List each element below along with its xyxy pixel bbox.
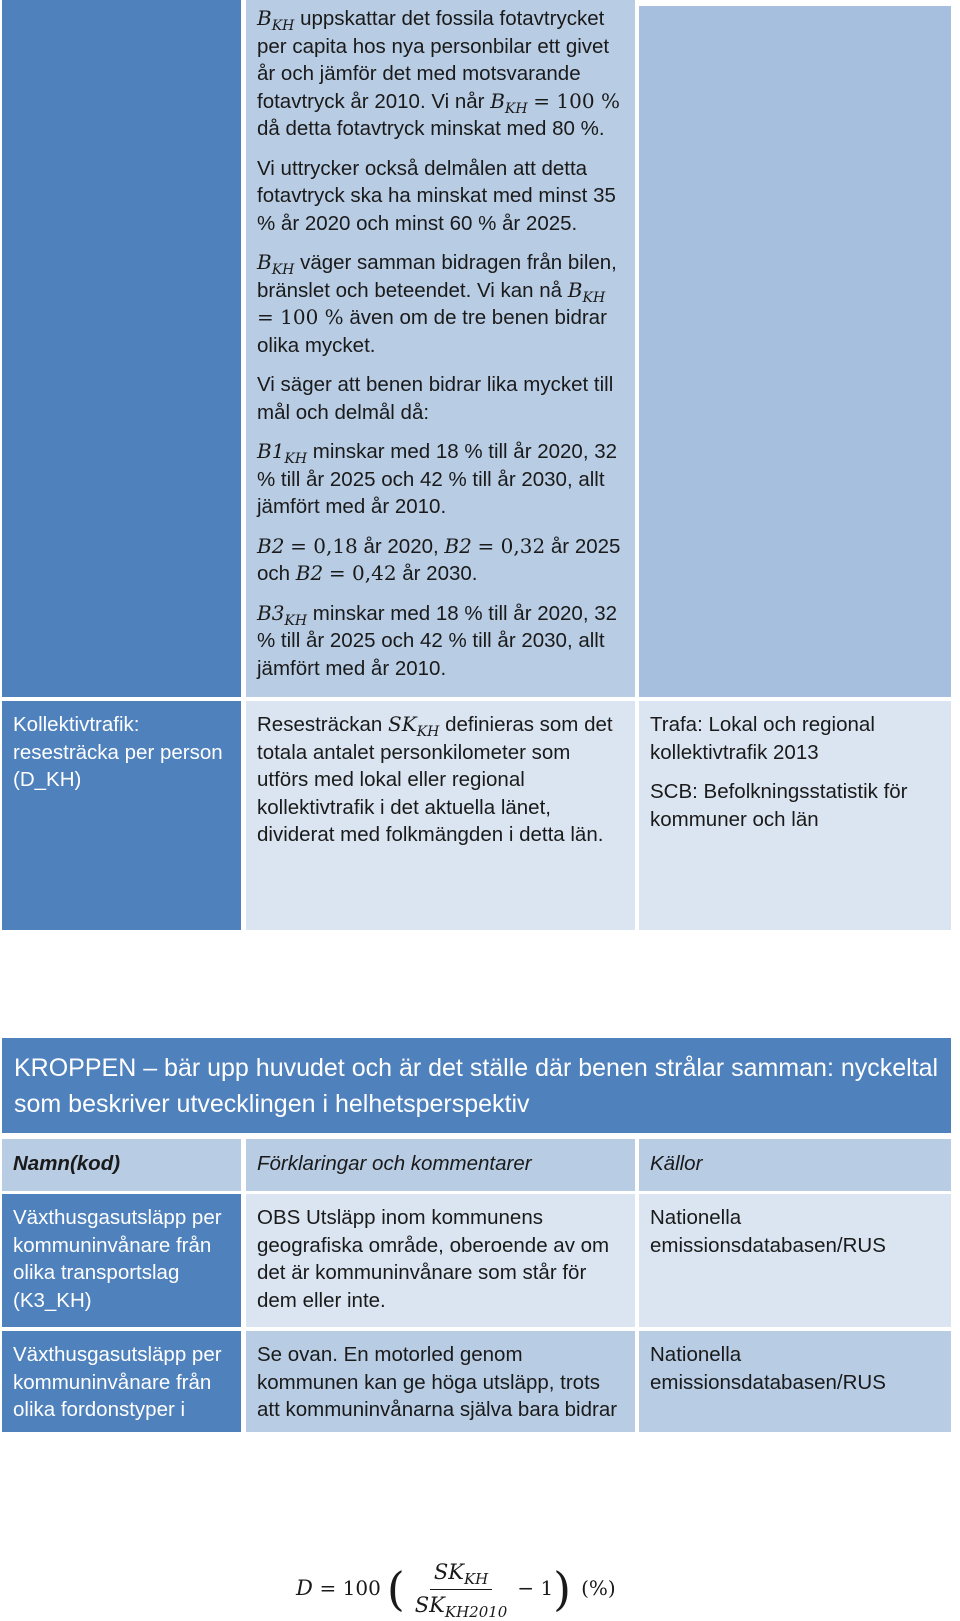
kollektiv-sources-cell [639, 701, 951, 930]
kollektiv-name: Kollektivtrafik: resesträcka per person (D_KH) [13, 713, 223, 791]
fordon-explanation: Se ovan. En motorled genom kommunen kan ge höga utsläpp, trots att kommuninvånarna själva bara bidrar [257, 1343, 618, 1421]
header-sources: Källor [639, 1139, 951, 1191]
top-sources-cell [639, 6, 951, 697]
kollektiv-source-trafa: Trafa: Lokal och regional kollektivtrafik 2013 [650, 713, 875, 764]
paragraph-bkh-definition: $B_{KH}$ uppskattar det fossila fotavtrycket per capita hos nya personbilar ett givet år och jämför det med motsvarande fotavtryck år 2010. Vi når $B_{KH} = 100$ % då detta fotavtryck minskat med 80 %. [257, 6, 620, 140]
k3-name-cell [2, 1194, 241, 1327]
formula-fraction: $\frac{SK_{KH}}{SK_{KH2010}}$ [414, 1560, 508, 1621]
k3-sources: Nationella emissionsdatabasen/RUS [650, 1206, 886, 1257]
kollektiv-name-cell [2, 701, 241, 930]
k3-name: Växthusgasutsläpp per kommuninvånare från olika transportslag (K3_KH) [13, 1206, 222, 1312]
paragraph-b2: B2 = 0,18 år 2020, B2 = 0,32 år 2025 och B2 = 0,42 år 2030. [257, 533, 621, 585]
fordon-name: Växthusgasutsläpp per kommuninvånare från olika fordonstyper i [13, 1343, 222, 1421]
kollektiv-explanation: Resesträckan $SK_{KH}$ definieras som det totala antalet personkilometer som utförs med lokal eller regional kollektivtrafik i det aktuella länet, dividerat med folkmängden i detta län. [257, 712, 613, 846]
k3-explanation-cell [246, 1194, 635, 1327]
top-name-cell [2, 0, 241, 697]
fordon-sources: Nationella emissionsdatabasen/RUS [650, 1343, 886, 1394]
fordon-explanation-cell [246, 1331, 635, 1432]
paragraph-b1: $B1_{KH}$ minskar med 18 % till år 2020, 32 % till år 2025 och 42 % till år 2030, allt jämfört med år 2010. [257, 439, 618, 518]
kroppen-banner [2, 1038, 951, 1133]
d-kh-formula: D = 100 ( $\frac{SK_{KH}}{SK_{KH2010}}$ − 1 ) (%) [296, 1560, 616, 1621]
paragraph-b3: $B3_{KH}$ minskar med 18 % till år 2020, 32 % till år 2025 och 42 % till år 2030, allt jämfört med år 2010. [257, 600, 618, 680]
k3-explanation: OBS Utsläpp inom kommunens geografiska område, oberoende av om det är kommuninvånare som står för dem eller inte. [257, 1206, 610, 1312]
header-name: Namn(kod) [2, 1139, 241, 1191]
k3-sources-cell [639, 1194, 951, 1327]
fordon-name-cell [2, 1331, 241, 1432]
kroppen-banner-text: KROPPEN – bär upp huvudet och är det ställe där benen strålar samman: nyckeltal som beskriver utvecklingen i helhetsperspektiv [14, 1054, 939, 1118]
top-explanation-cell [246, 0, 635, 697]
paragraph-bkh-weighting: $B_{KH}$ väger samman bidragen från bilen, bränslet och beteendet. Vi kan nå $B_{KH} = 100$ % även om de tre benen bidrar olika mycket. [257, 250, 617, 357]
paragraph-equal-legs: Vi säger att benen bidrar lika mycket till mål och delmål då: [257, 373, 614, 424]
kollektiv-source-scb: SCB: Befolkningsstatistik för kommuner och län [650, 780, 908, 831]
fordon-sources-cell [639, 1331, 951, 1432]
paragraph-delmal: Vi uttrycker också delmålen att detta fotavtryck ska ha minskat med minst 35 % år 2020 och minst 60 % år 2025. [257, 156, 616, 235]
header-explanation: Förklaringar och kommentarer [246, 1139, 635, 1191]
